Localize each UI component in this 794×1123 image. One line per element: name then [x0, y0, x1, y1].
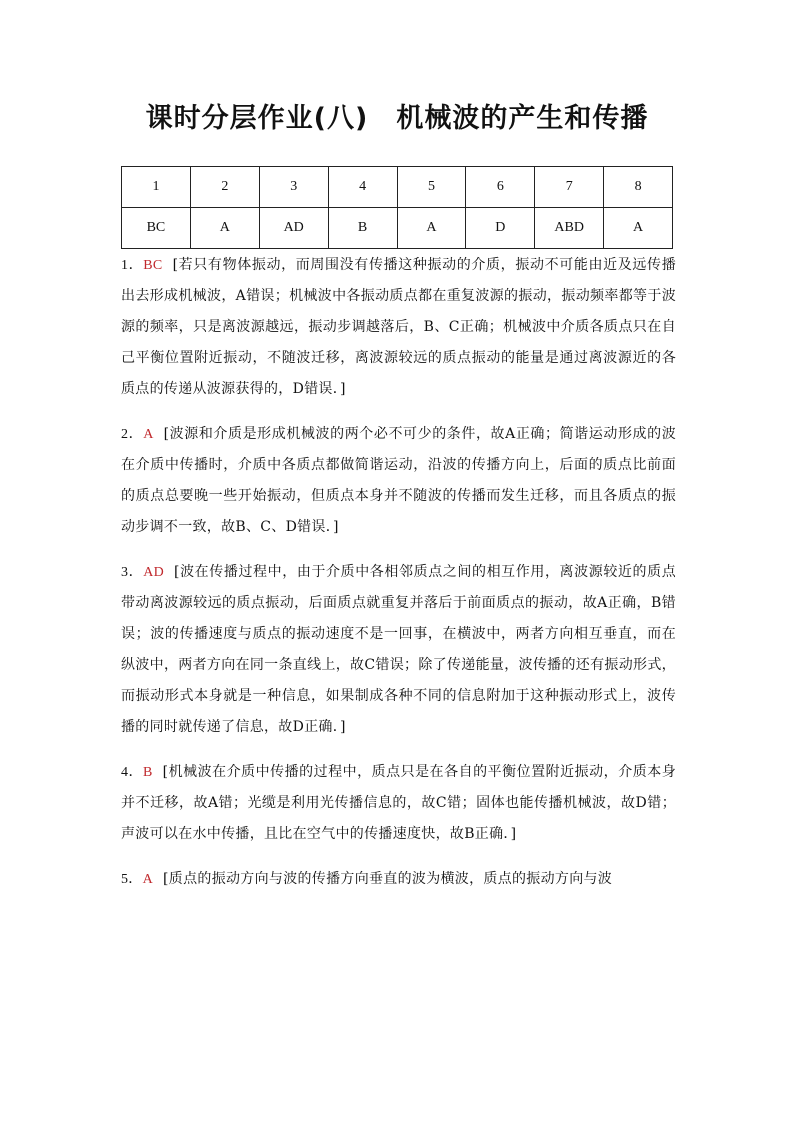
- answer-key: A: [143, 427, 154, 442]
- question-number-cell: 2: [190, 167, 259, 208]
- question-number-cell: 3: [259, 167, 328, 208]
- answer-key: B: [143, 765, 153, 780]
- question-number-cell: 8: [604, 167, 673, 208]
- question-number-cell: 6: [466, 167, 535, 208]
- answer-table-number-row: [122, 167, 673, 208]
- question-number-cell: 5: [397, 167, 466, 208]
- answer-key: AD: [143, 565, 165, 580]
- explanation-text: [若只有物体振动，而周围没有传播这种振动的介质，振动不可能由近及远传播出去形成机械波，A错误；机械波中各振动质点都在重复波源的振动，振动频率都等于波源的频率，只是离波源越远，振动步调越落后，B、C正确；机械波中介质各质点只在自己平衡位置附近振动，不随波迁移，离波源较远的质点振动的能量是通过离波源近的各质点的传递从波源获得的，D错误．]: [121, 257, 676, 397]
- explanation-paragraph: [121, 419, 676, 543]
- answer-cell: A: [397, 208, 466, 249]
- question-number-cell: 1: [122, 167, 191, 208]
- answer-table-answer-row: [122, 208, 673, 249]
- question-number: 2．: [121, 427, 144, 442]
- explanation-text: [波在传播过程中，由于介质中各相邻质点之间的相互作用，离波源较近的质点带动离波源较远的质点振动，后面质点就重复并落后于前面质点的振动，故A正确，B错误；波的传播速度与质点的振动速度不是一回事，在横波中，两者方向相互垂直，而在纵波中，两者方向在同一条直线上，故C错误；除了传递能量，波传播的还有振动形式，而振动形式本身就是一种信息，如果制成各种不同的信息附加于这种振动形式上，波传播的同时就传递了信息，故D正确．]: [121, 564, 676, 735]
- answer-cell: AD: [259, 208, 328, 249]
- answer-cell: D: [466, 208, 535, 249]
- answer-cell: BC: [122, 208, 191, 249]
- explanation-text: [机械波在介质中传播的过程中，质点只是在各自的平衡位置附近振动，介质本身并不迁移，故A错；光缆是利用光传播信息的，故C错；固体也能传播机械波，故D错；声波可以在水中传播，且比在空气中的传播速度快，故B正确．]: [121, 764, 676, 842]
- question-number: 5．: [121, 872, 143, 887]
- answer-cell: B: [328, 208, 397, 249]
- answer-cell: A: [190, 208, 259, 249]
- explanation-text: [波源和介质是形成机械波的两个必不可少的条件，故A正确；简谐运动形成的波在介质中传播时，介质中各质点都做简谐运动，沿波的传播方向上，后面的质点比前面的质点总要晚一些开始振动，但质点本身并不随波的传播而发生迁移，而且各质点的振动步调不一致，故B、C、D错误．]: [121, 426, 677, 535]
- explanation-text: [质点的振动方向与波的传播方向垂直的波为横波，质点的振动方向与波: [163, 871, 613, 887]
- explanation-paragraph: [121, 250, 676, 405]
- explanations: [121, 250, 676, 909]
- question-number: 4．: [121, 765, 144, 780]
- answer-cell: ABD: [535, 208, 604, 249]
- answer-cell: A: [604, 208, 673, 249]
- explanation-paragraph: [121, 757, 676, 850]
- explanation-paragraph: [121, 864, 676, 895]
- answer-key: BC: [143, 258, 163, 273]
- question-number-cell: 7: [535, 167, 604, 208]
- question-number: 1．: [121, 258, 144, 273]
- question-number-cell: 4: [328, 167, 397, 208]
- explanation-paragraph: [121, 557, 676, 743]
- answer-table: [121, 166, 673, 249]
- question-number: 3．: [121, 565, 144, 580]
- answer-key: A: [142, 872, 154, 887]
- page-title: 课时分层作业(八) 机械波的产生和传播: [145, 103, 649, 134]
